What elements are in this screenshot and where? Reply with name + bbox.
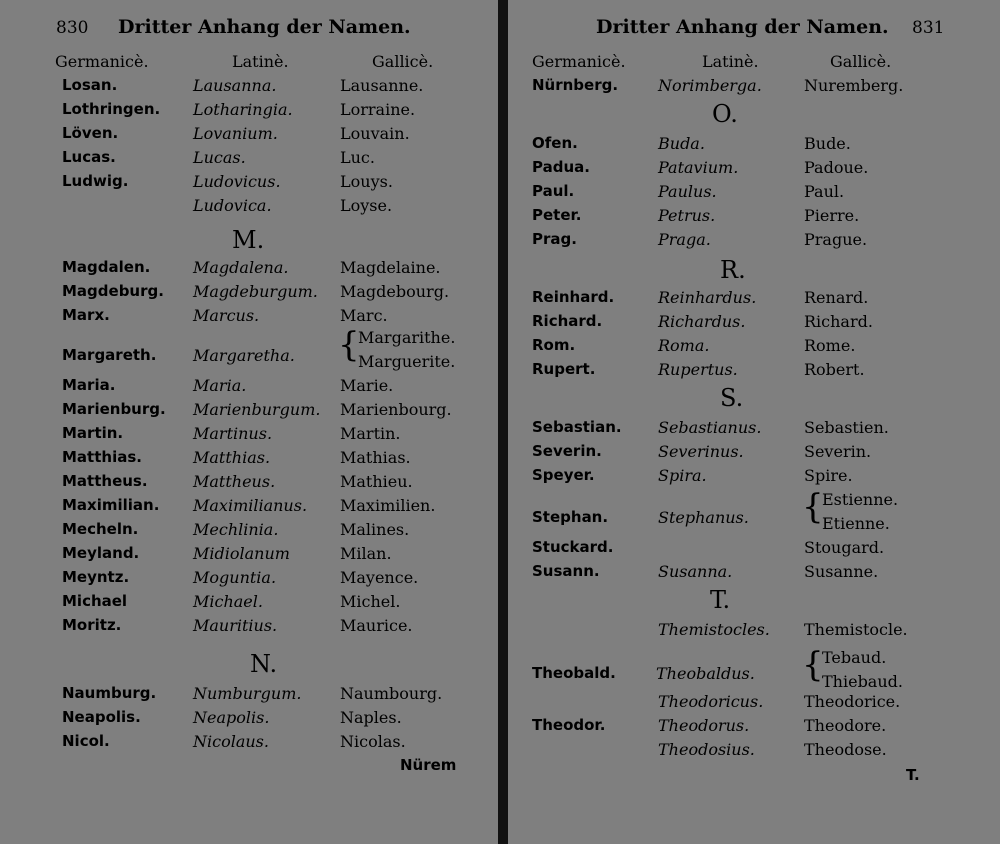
entry-row — [508, 740, 1000, 764]
german-name: Stephan. — [532, 508, 609, 526]
latin-name: Ludovica. — [193, 196, 272, 215]
catchword: T. — [906, 766, 920, 784]
french-name: Mayence. — [340, 568, 419, 587]
latin-name: Norimberga. — [658, 76, 762, 95]
brace: { — [802, 487, 824, 527]
latin-name: Magdalena. — [193, 258, 289, 277]
german-name: Severin. — [532, 442, 602, 460]
french-name: Milan. — [340, 544, 392, 563]
german-name: Theobald. — [532, 664, 616, 682]
french-name: Severin. — [804, 442, 872, 461]
latin-name: Ludovicus. — [193, 172, 281, 191]
french-name: Nicolas. — [340, 732, 406, 751]
french-name: Mathieu. — [340, 472, 413, 491]
latin-name: Lovanium. — [193, 124, 278, 143]
german-name: Martin. — [62, 424, 124, 442]
french-name: Magdebourg. — [340, 282, 450, 301]
german-name: Richard. — [532, 312, 603, 330]
french-name: Estienne. — [822, 490, 899, 509]
latin-name: Martinus. — [193, 424, 273, 443]
french-name: Lorraine. — [340, 100, 416, 119]
french-name: Marguerite. — [358, 352, 456, 371]
french-name: Renard. — [804, 288, 869, 307]
entry-row — [0, 684, 498, 708]
entry-row — [0, 76, 498, 100]
latin-name: Theobaldus. — [656, 664, 755, 683]
german-name: Theodor. — [532, 716, 606, 734]
french-name: Paul. — [804, 182, 845, 201]
french-name: Prague. — [804, 230, 868, 249]
french-name: Sebastien. — [804, 418, 889, 437]
col-head-latin: Latinè. — [702, 52, 759, 71]
latin-name: Petrus. — [658, 206, 716, 225]
entry-row — [508, 442, 1000, 466]
entry-row — [508, 312, 1000, 336]
german-name: Mecheln. — [62, 520, 139, 538]
entry-row — [0, 172, 498, 196]
stephan-entry — [508, 488, 1000, 538]
french-name: Marienbourg. — [340, 400, 452, 419]
entry-row — [508, 230, 1000, 254]
right-page — [508, 0, 1000, 844]
german-name: Maria. — [62, 376, 116, 394]
german-name: Reinhard. — [532, 288, 615, 306]
entry-row — [508, 562, 1000, 586]
running-header: Dritter Anhang der Namen. — [118, 16, 411, 38]
french-name: Maurice. — [340, 616, 413, 635]
entry-row — [508, 134, 1000, 158]
french-name: Susanne. — [804, 562, 879, 581]
latin-name: Theodoricus. — [658, 692, 764, 711]
french-name: Robert. — [804, 360, 865, 379]
french-name: Nuremberg. — [804, 76, 904, 95]
french-name: Marie. — [340, 376, 394, 395]
latin-name: Magdeburgum. — [193, 282, 318, 301]
entry-row — [0, 472, 498, 496]
page-number: 831 — [912, 18, 945, 38]
section-letter: T. — [710, 586, 731, 614]
german-name: Nürnberg. — [532, 76, 619, 94]
french-name: Louys. — [340, 172, 393, 191]
entry-row — [0, 732, 498, 756]
entry-row — [0, 196, 498, 220]
german-name: Nicol. — [62, 732, 110, 750]
german-name: Magdeburg. — [62, 282, 164, 300]
margareth-entry — [0, 326, 498, 376]
section-letter: R. — [720, 256, 746, 284]
german-name: Sebastian. — [532, 418, 622, 436]
entry-row — [0, 496, 498, 520]
latin-name: Rupertus. — [658, 360, 738, 379]
french-name: Mathias. — [340, 448, 411, 467]
german-name: Matthias. — [62, 448, 142, 466]
latin-name: Lucas. — [193, 148, 246, 167]
section-letter: O. — [712, 100, 738, 128]
french-name: Martin. — [340, 424, 401, 443]
french-name: Spire. — [804, 466, 853, 485]
latin-name: Stephanus. — [658, 508, 749, 527]
entry-row — [0, 448, 498, 472]
german-name: Maximilian. — [62, 496, 160, 514]
latin-name: Buda. — [658, 134, 705, 153]
brace: { — [338, 325, 360, 365]
german-name: Lucas. — [62, 148, 116, 166]
french-name: Naples. — [340, 708, 402, 727]
german-name: Susann. — [532, 562, 600, 580]
latin-name: Matthias. — [193, 448, 271, 467]
entry-row — [508, 158, 1000, 182]
latin-name: Theodosius. — [658, 740, 755, 759]
entry-row — [0, 568, 498, 592]
latin-name: Nicolaus. — [193, 732, 269, 751]
french-name: Thiebaud. — [822, 672, 903, 691]
latin-name: Maximilianus. — [193, 496, 308, 515]
latin-name: Severinus. — [658, 442, 744, 461]
french-name: Maximilien. — [340, 496, 436, 515]
theobald-entry — [508, 646, 1000, 696]
french-name: Bude. — [804, 134, 851, 153]
entry-row — [0, 100, 498, 124]
latin-name: Richardus. — [658, 312, 746, 331]
latin-name: Patavium. — [658, 158, 739, 177]
german-name: Magdalen. — [62, 258, 151, 276]
latin-name: Michael. — [193, 592, 263, 611]
col-head-french: Gallicè. — [830, 52, 892, 71]
german-name: Rom. — [532, 336, 576, 354]
french-name: Malines. — [340, 520, 410, 539]
section-letter: S. — [720, 384, 744, 412]
latin-name: Reinhardus. — [658, 288, 757, 307]
col-head-german: Germanicè. — [55, 52, 149, 71]
entry-row — [0, 616, 498, 640]
french-name: Michel. — [340, 592, 401, 611]
french-name: Padoue. — [804, 158, 869, 177]
german-name: Löven. — [62, 124, 119, 142]
latin-name: Mauritius. — [193, 616, 278, 635]
entry-row — [0, 424, 498, 448]
german-name: Mattheus. — [62, 472, 148, 490]
latin-name: Mattheus. — [193, 472, 276, 491]
latin-name: Praga. — [658, 230, 711, 249]
col-head-french: Gallicè. — [372, 52, 434, 71]
german-name: Meyland. — [62, 544, 140, 562]
latin-name: Spira. — [658, 466, 707, 485]
latin-name: Midiolanum — [193, 544, 290, 563]
page-number: 830 — [56, 18, 89, 38]
entry-row — [0, 258, 498, 282]
german-name: Moritz. — [62, 616, 122, 634]
french-name: Tebaud. — [822, 648, 887, 667]
latin-name: Maria. — [193, 376, 247, 395]
latin-name: Themistocles. — [658, 620, 770, 639]
french-name: Margarithe. — [358, 328, 456, 347]
german-name: Ofen. — [532, 134, 578, 152]
entry-row — [508, 360, 1000, 384]
french-name: Etienne. — [822, 514, 890, 533]
running-header: Dritter Anhang der Namen. — [596, 16, 889, 38]
entry-row — [0, 282, 498, 306]
french-name: Theodore. — [804, 716, 887, 735]
french-name: Themistocle. — [804, 620, 908, 639]
german-name: Meyntz. — [62, 568, 130, 586]
german-name: Lothringen. — [62, 100, 161, 118]
german-name: Padua. — [532, 158, 590, 176]
german-name: Marx. — [62, 306, 110, 324]
entry-row — [0, 148, 498, 172]
entry-row — [508, 76, 1000, 100]
latin-name: Susanna. — [658, 562, 733, 581]
entry-row — [0, 708, 498, 732]
entry-row — [508, 206, 1000, 230]
latin-name: Paulus. — [658, 182, 717, 201]
entry-row — [508, 466, 1000, 490]
entry-row — [508, 288, 1000, 312]
french-name: Stougard. — [804, 538, 885, 557]
entry-row — [508, 418, 1000, 442]
latin-name: Marienburgum. — [193, 400, 321, 419]
german-name: Paul. — [532, 182, 575, 200]
col-head-german: Germanicè. — [532, 52, 626, 71]
section-letter: M. — [232, 226, 265, 254]
german-name: Prag. — [532, 230, 577, 248]
french-name: Rome. — [804, 336, 856, 355]
french-name: Theodorice. — [804, 692, 901, 711]
entry-row — [0, 124, 498, 148]
french-name: Magdelaine. — [340, 258, 441, 277]
latin-name: Lotharingia. — [193, 100, 293, 119]
german-name: Losan. — [62, 76, 118, 94]
french-name: Richard. — [804, 312, 873, 331]
catchword: Nürem — [400, 756, 457, 774]
french-name: Naumbourg. — [340, 684, 443, 703]
entry-row — [0, 520, 498, 544]
entry-row — [0, 400, 498, 424]
french-name: Loyse. — [340, 196, 393, 215]
french-name: Luc. — [340, 148, 375, 167]
french-name: Marc. — [340, 306, 388, 325]
german-name: Stuckard. — [532, 538, 614, 556]
german-name: Margareth. — [62, 346, 157, 364]
entry-row — [508, 182, 1000, 206]
section-letter: N. — [250, 650, 278, 678]
latin-name: Roma. — [658, 336, 710, 355]
german-name: Ludwig. — [62, 172, 129, 190]
book-gutter — [498, 0, 508, 844]
french-name: Lausanne. — [340, 76, 424, 95]
german-name: Naumburg. — [62, 684, 157, 702]
french-name: Louvain. — [340, 124, 410, 143]
french-name: Theodose. — [804, 740, 887, 759]
brace: { — [802, 645, 824, 685]
latin-name: Theodorus. — [658, 716, 750, 735]
latin-name: Lausanna. — [193, 76, 277, 95]
german-name: Marienburg. — [62, 400, 166, 418]
latin-name: Marcus. — [193, 306, 260, 325]
entry-row — [0, 592, 498, 616]
entry-row — [508, 538, 1000, 562]
french-name: Pierre. — [804, 206, 860, 225]
col-head-latin: Latinè. — [232, 52, 289, 71]
german-name: Speyer. — [532, 466, 595, 484]
latin-name: Neapolis. — [193, 708, 270, 727]
entry-row — [0, 544, 498, 568]
entry-row — [0, 376, 498, 400]
latin-name: Moguntia. — [193, 568, 277, 587]
entry-row — [508, 620, 1000, 644]
german-name: Peter. — [532, 206, 582, 224]
german-name: Michael — [62, 592, 128, 610]
german-name: Neapolis. — [62, 708, 141, 726]
entry-row — [508, 716, 1000, 740]
latin-name: Sebastianus. — [658, 418, 762, 437]
german-name: Rupert. — [532, 360, 596, 378]
latin-name: Margaretha. — [193, 346, 295, 365]
left-page — [0, 0, 498, 844]
entry-row — [508, 336, 1000, 360]
latin-name: Mechlinia. — [193, 520, 279, 539]
latin-name: Numburgum. — [193, 684, 302, 703]
